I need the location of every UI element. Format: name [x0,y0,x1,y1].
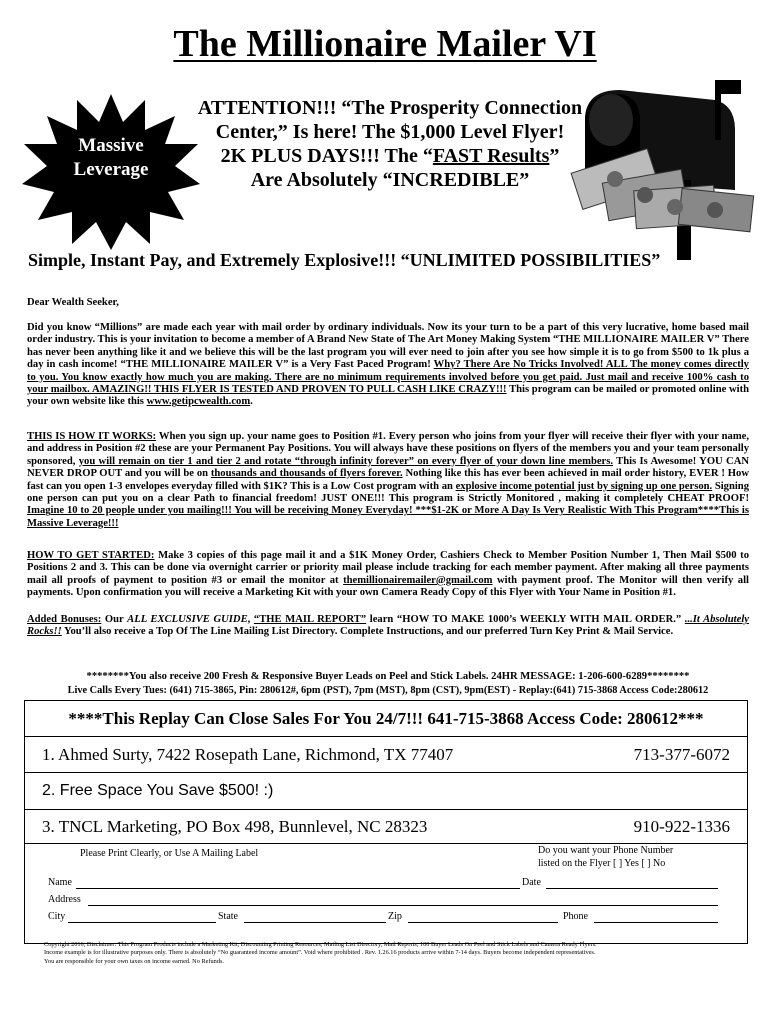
city-field[interactable] [68,910,216,923]
position-2-text: 2. Free Space You Save $500! :) [42,782,274,799]
how-it-works-heading: THIS IS HOW IT WORKS: [27,431,157,442]
leads-line: ********You also receive 200 Fresh & Responsive Buyer Leads on Peel and Stick Labels. 24HR MESSAGE: 1-206-600-6289******** [86,671,690,682]
address-field[interactable] [88,893,718,906]
position-3-phone: 910-922-1336 [633,817,730,836]
date-label: Date [522,877,541,888]
print-clearly-label: Please Print Clearly, or Use A Mailing Label [80,848,259,859]
badge-line1: Massive [78,135,144,156]
phone-question-line2[interactable]: listed on the Flyer [ ] Yes [ ] No [538,858,666,869]
disclaimer-line2: Income example is for illustrative purposes only. There is absolutely “No guaranteed income amount”. Void where prohibited . Rev. 1.26.16 products arrive within 7-14 days. Buyers become independent representatives. [44,949,596,957]
zip-field[interactable] [408,910,558,923]
live-calls-line: Live Calls Every Tues: (641) 715-3865, Pin: 280612#, 6pm (PST), 7pm (MST), 8pm (CST), 9pm(EST) - Replay:(641) 715-3868 Access Code:280612 [67,685,709,696]
position-row-3 [24,810,748,844]
attention-headline [170,96,610,192]
mailbox-cash-illustration [565,80,765,260]
phone-field[interactable] [594,910,718,923]
disclaimer-line1: Copyright 2016, Disclaimer: This Program Products include a Marketing Kit, Discounting Printing Resources, Mailing List Directory, Mail Reports, 100 Buyer Leads On Peel and Stick Labels and Camera Ready Flyers. [44,941,597,948]
date-field[interactable] [546,876,718,889]
attention-line3: 2K PLUS DAYS!!! The “FAST Results” [220,145,560,167]
phone-question-line1: Do you want your Phone Number [538,845,674,856]
position-3-text: 3. TNCL Marketing, PO Box 498, Bunnlevel, NC 28323 [42,817,428,836]
added-bonuses-heading: Added Bonuses: [27,614,102,625]
name-field[interactable] [76,876,520,889]
fast-results-text: FAST Results [432,145,550,167]
attention-line4: Are Absolutely “INCREDIBLE” [250,169,530,191]
monitor-email-link[interactable]: themillionairemailer@gmail.com [343,574,493,586]
attention-line2: Center,” Is here! The $1,000 Level Flyer! [215,121,565,143]
phone-label: Phone [563,911,588,922]
address-label: Address [48,894,81,905]
how-to-get-started-paragraph: HOW TO GET STARTED: Make 3 copies of this page mail it and a $1K Money Order, Cashiers Check to Member Position Number 1, Then Mail $500 to Positions 2 and 3. This can be done via overnight carrier or priority mail please include tracking for each member payment. After making all three payments mail all proofs of payment to position #3 or email the monitor at themillionairemailer@gmail.com with payment proof. The Monitor will then verify all payments. Upon confirmation you will receive a Marketing Kit with your own Camera Ready Copy of this Flyer with Your Name in Position #1. [27,550,750,599]
greeting: Dear Wealth Seeker, [27,297,119,308]
state-label: State [218,911,238,922]
badge-line2: Leverage [73,159,149,180]
zip-label: Zip [388,911,402,922]
attention-line1: ATTENTION!!! “The Prosperity Connection [197,97,583,119]
how-to-get-started-heading: HOW TO GET STARTED: [27,550,155,561]
how-it-works-paragraph: THIS IS HOW IT WORKS: When you sign up. your name goes to Position #1. Every person who joins from your flyer will receive their flyer with your name, and address in Position #2 these are your Permanent Pay Positions. You will always have these positions on flyers of the members you and your team personally sponsored, you will remain on tier 1 and tier 2 and rotate “through infinity forever” on every flyer of your down line members. This Is Awesome! YOU CAN NEVER DROP OUT and you will be on thousands and thousands of flyers forever. Nothing like this has ever been achieved in mail order history, EVER ! How fast can you open 1-3 envelopes everyday filled with $1K? This is a Low Cost program with an explosive income potential just by signing up one person. Signing one person can put you on a clear Path to financial freedom! JUST ONE!!! This program is Strictly Monitored , making it completely CHEAT PROOF! Imagine 10 to 20 people under you mailing!!! You will be receiving Money Everyday! ***$1-2K or More A Day Is Very Realistic With This Program****This is Massive Leverage!!! [27,431,749,529]
position-row-1 [24,737,748,773]
page-title: The Millionaire Mailer VI [173,23,597,65]
name-label: Name [48,877,72,888]
website-link[interactable]: www.getipcwealth.com [146,396,251,408]
city-label: City [48,911,66,922]
tagline: Simple, Instant Pay, and Extremely Explosive!!! “UNLIMITED POSSIBILITIES” [28,250,661,270]
disclaimer-line3: You are responsible for your own taxes on income earned. No Refunds. [44,957,225,965]
position-1-text: 1. Ahmed Surty, 7422 Rosepath Lane, Richmond, TX 77407 [42,745,454,764]
added-bonuses-paragraph: Added Bonuses: Our ALL EXCLUSIVE GUIDE, “THE MAIL REPORT” learn “HOW TO MAKE 1000’s WEEKLY WITH MAIL ORDER.” ...It Absolutely Rocks!! You’ll also receive a Top Of The Line Mailing List Directory. Complete Instructions, and our preferred Turn Key Print & Mail Service. [27,614,749,638]
replay-banner: ****This Replay Can Close Sales For You 24/7!!! 641-715-3868 Access Code: 280612*** [24,701,748,737]
intro-paragraph: Did you know “Millions” are made each year with mail order by ordinary individuals. Now its your turn to be a part of this very lucrative, home based mail order industry. This is your invitation to become a member of A Brand New State of The Art Money Making System “THE MILLIONAIRE MAILER V” There has never been anything like it and we believe this will be the last program you will ever need to join after you see how simple it is to go from $500 to 1k plus a day in cash income! “THE MILLIONAIRE MAILER V” is a Very Fast Paced Program! Why? There Are No Tricks Involved! ALL The money comes directly to you. You know exactly how much you are making. There are no minimum requirements involved before you get paid. Just mail and receive 100% cash to your mailbox. AMAZING!! THIS FLYER IS TESTED AND PROVEN TO PULL CASH LIKE CRAZY!!! This program can be mailed or promoted online with your own website like this www.getipcwealth.com. [27,322,749,408]
disclaimer [44,941,734,966]
state-field[interactable] [244,910,386,923]
position-row-2 [24,773,748,810]
mailbox-icon [565,80,765,260]
position-1-phone: 713-377-6072 [633,745,730,764]
